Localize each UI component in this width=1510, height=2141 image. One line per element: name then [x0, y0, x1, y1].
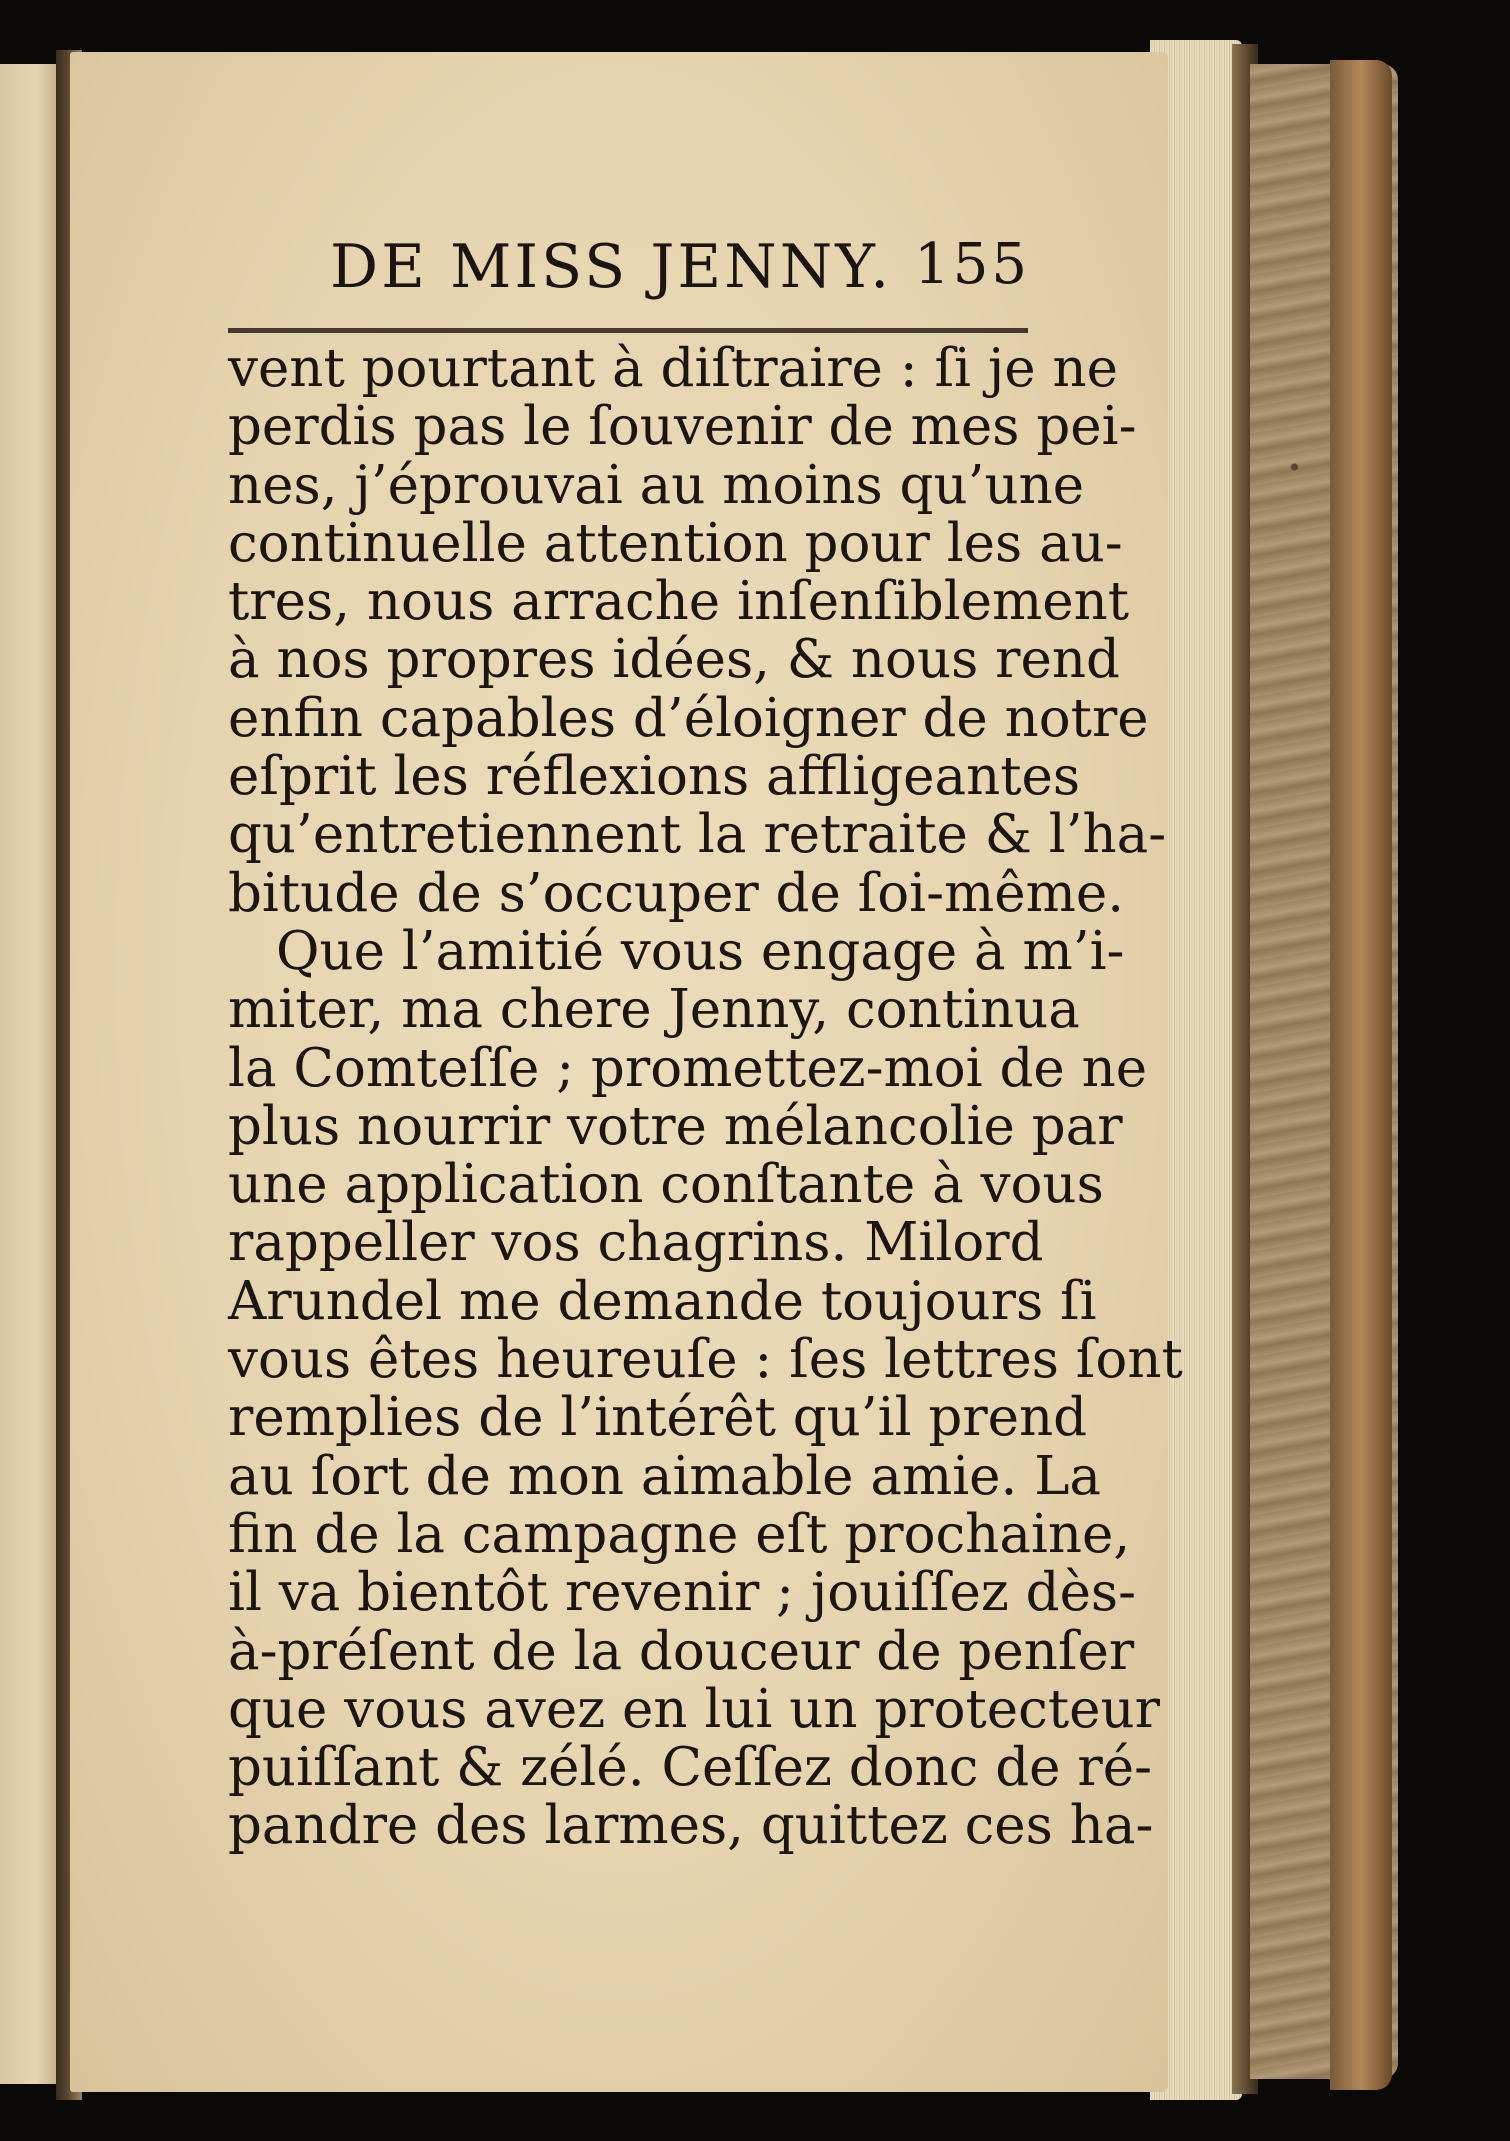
text-line: au ſort de mon aimable amie. La [228, 1445, 1102, 1507]
text-line: la Comteſſe ; promettez-moi de ne [228, 1037, 1148, 1099]
text-line: nes, j’éprouvai au moins qu’une [228, 454, 1085, 516]
text-line: qu’entretiennent la retraite & l’ha- [228, 804, 1167, 866]
text-line: eſprit les réflexions affligeantes [228, 746, 1081, 808]
page-number: 155 [914, 232, 1030, 297]
text-line: continuelle attention pour les au- [228, 512, 1123, 574]
header-rule [228, 328, 1028, 333]
text-line: plus nourrir votre mélancolie par [228, 1095, 1123, 1157]
text-line: à nos propres idées, & nous rend [228, 629, 1120, 691]
text-line: puiſſant & zélé. Ceſſez donc de ré- [228, 1737, 1152, 1799]
body-text [228, 338, 1183, 1857]
text-line: une application conſtante à vous [228, 1154, 1104, 1216]
text-line: remplies de l’intérêt qu’il prend [228, 1387, 1088, 1449]
text-line: que vous avez en lui un protecteur [228, 1678, 1160, 1740]
text-line: bitude de s’occuper de ſoi-même. [228, 862, 1125, 924]
text-line: miter, ma chere Jenny, continua [228, 979, 1080, 1041]
text-line: enfin capables d’éloigner de notre [228, 687, 1149, 749]
text-line: fin de la campagne eſt prochaine, [228, 1503, 1131, 1565]
running-title: DE MISS JENNY. [330, 232, 893, 302]
text-line: rappeller vos chagrins. Milord [228, 1212, 1044, 1274]
text-line: à-préſent de la douceur de penſer [228, 1620, 1135, 1682]
cover-spine-band [1330, 60, 1392, 2090]
text-line: tres, nous arrache inſenſiblement [228, 571, 1130, 633]
text-line: vous êtes heureuſe : ſes lettres ſont [228, 1329, 1183, 1391]
running-head [330, 232, 1030, 322]
text-line: Que l’amitié vous engage à m’i- [276, 920, 1125, 982]
text-line: vent pourtant à diſtraire : ſi je ne [228, 338, 1119, 399]
text-line: pandre des larmes, quittez ces ha- [228, 1795, 1154, 1857]
text-line: Arundel me demande toujours ſi [228, 1270, 1097, 1332]
text-line: perdis pas le ſouvenir de mes pei- [228, 396, 1137, 458]
book-page [70, 52, 1183, 2092]
text-line: il va bientôt revenir ; jouiſſez dès- [228, 1562, 1137, 1624]
